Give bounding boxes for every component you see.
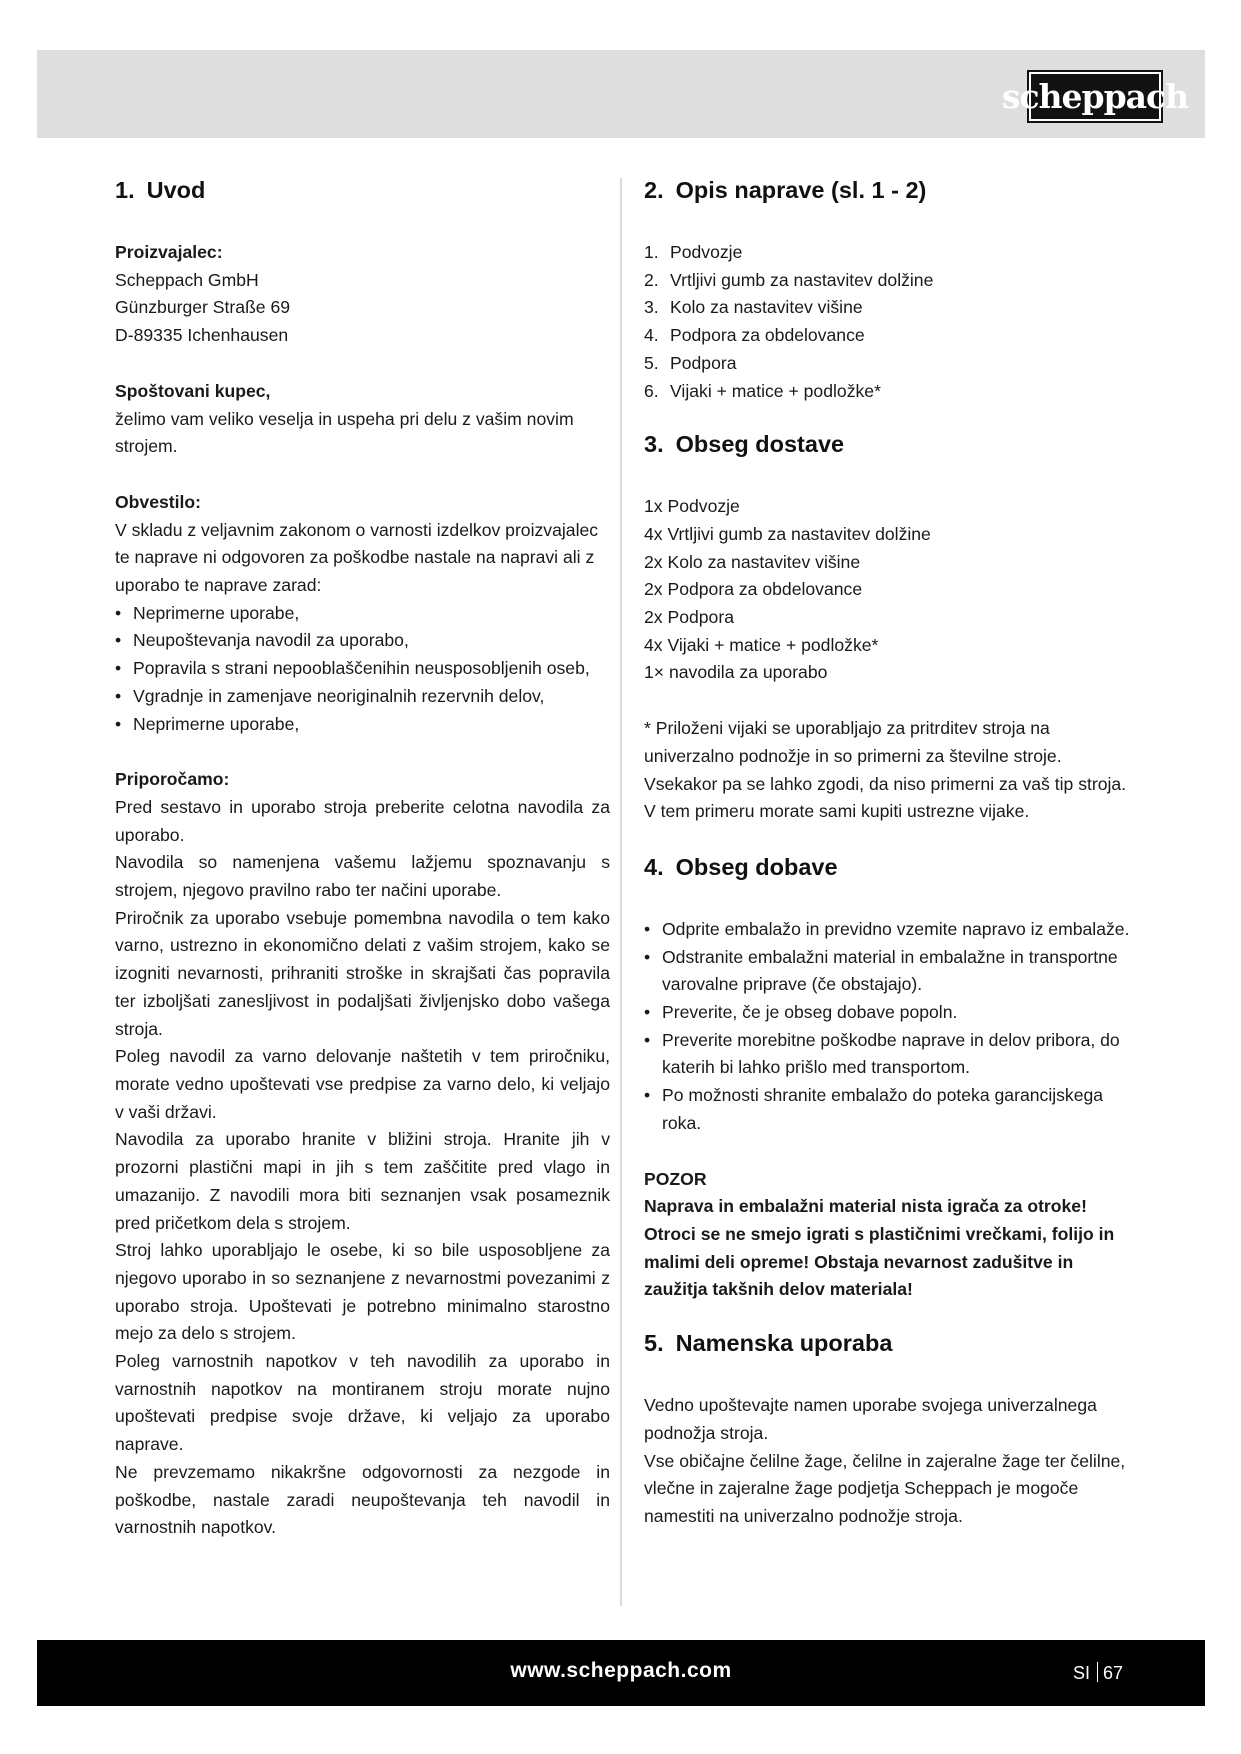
list-item: • Neprimerne uporabe,	[115, 711, 610, 739]
manufacturer-line: Scheppach GmbH	[115, 269, 259, 290]
list-item: 1x Podvozje	[644, 496, 740, 517]
recommend-paragraph: Priročnik za uporabo vsebuje pomembna navodila o tem kako varno, ustrezno in ekonomično delati z vašim strojem, kako se izogniti nevarnosti, prihraniti stroške in skrajšati čas popravila ter izboljšati zanesljivost in podaljšati življenjsko dobo vašega stroja.	[115, 907, 610, 1039]
website-link[interactable]: www.scheppach.com	[510, 1659, 732, 1682]
recommend-paragraph: Ne prevzemamo nikakršne odgovornosti za nezgode in poškodbe, nastale zaradi neupoštevanja teh navodil in varnostnih napotkov.	[115, 1461, 610, 1538]
list-item: 4x Vijaki + matice + podložke*	[644, 634, 879, 655]
customer-block	[115, 378, 610, 461]
recommend-paragraph: Stroj lahko uporabljajo le osebe, ki so bile usposobljene za njegovo uporabo in so seznanjene z nevarnostmi povezanimi z uporabo stroja. Upoštevati je potrebno minimalno starostno mejo za delo s strojem.	[115, 1240, 610, 1344]
list-item: 1. Podvozje	[644, 242, 743, 262]
list-item: • Odprite embalažo in previdno vzemite napravo iz embalaže.	[644, 916, 1132, 944]
footer-bar	[37, 1640, 1205, 1706]
recommend-block	[115, 766, 610, 1542]
right-column	[644, 175, 1132, 1531]
section-3-heading: 3. Obseg dostave	[644, 431, 845, 458]
list-item: 4x Vrtljivi gumb za nastavitev dolžine	[644, 523, 931, 544]
page-number	[1073, 1662, 1123, 1684]
page-number-value: 67	[1102, 1663, 1123, 1683]
list-item: • Neupoštevanja navodil za uporabo,	[115, 627, 610, 655]
list-item: 3. Kolo za nastavitev višine	[644, 297, 863, 318]
recommend-label: Priporočamo:	[115, 769, 230, 790]
section-1-heading: 1. Uvod	[115, 177, 206, 203]
scheppach-logo: scheppach	[1027, 70, 1163, 123]
warning-block	[644, 1166, 1132, 1305]
column-divider	[620, 178, 622, 1606]
notice-text: V skladu z veljavnim zakonom o varnosti izdelkov proizvajalec te naprave ni odgovoren za poškodbe nastale na napravi ali z uporabo te naprave zarad:	[115, 519, 599, 596]
section-5-heading: 5. Namenska uporaba	[644, 1330, 893, 1357]
warning-text: Naprava in embalažni material nista igrača za otroke! Otroci se ne smejo igrati s plastičnimi vrečkami, folijo in malimi deli opreme! Obstaja nevarnost zadušitve in zaužitja takšnih delov materiala!	[644, 1196, 1115, 1300]
list-item: 2x Kolo za nastavitev višine	[644, 551, 861, 572]
left-column	[115, 175, 610, 1542]
manufacturer-line: Günzburger Straße 69	[115, 297, 291, 318]
intended-use-paragraph: Vse običajne čelilne žage, čelilne in zajeralne žage ter čelilne, vlečne in zajeralne žage podjetja Scheppach je mogoče namestiti na univerzalno podnožje stroja.	[644, 1450, 1126, 1526]
parts-list	[644, 239, 1132, 405]
list-item: 2. Vrtljivi gumb za nastavitev dolžine	[644, 269, 934, 290]
list-item: • Preverite, če je obseg dobave popoln.	[644, 999, 1132, 1027]
list-item: 4. Podpora za obdelovance	[644, 325, 865, 346]
list-item: 6. Vijaki + matice + podložke*	[644, 380, 881, 401]
notice-block	[115, 489, 610, 738]
header-band	[37, 50, 1205, 138]
warning-label: POZOR	[644, 1168, 707, 1189]
customer-text: želimo vam veliko veselja in uspeha pri delu z vašim novim strojem.	[115, 408, 574, 457]
section-2-heading: 2. Opis naprave (sl. 1 - 2)	[644, 177, 927, 203]
list-item: • Po možnosti shranite embalažo do poteka garancijskega roka.	[644, 1082, 1132, 1137]
list-item: • Vgradnje in zamenjave neoriginalnih rezervnih delov,	[115, 683, 610, 711]
notice-label: Obvestilo:	[115, 491, 202, 512]
intended-use-paragraph: Vedno upoštevajte namen uporabe svojega univerzalnega podnožja stroja.	[644, 1395, 1097, 1443]
list-item: 2x Podpora za obdelovance	[644, 579, 863, 600]
list-item: • Odstranite embalažni material in embalažne in transportne varovalne priprave (če obstajajo).	[644, 944, 1132, 999]
list-item: 2x Podpora	[644, 607, 734, 628]
list-item: 1× navodila za uporabo	[644, 662, 828, 683]
intended-use-block	[644, 1392, 1132, 1531]
list-item: 5. Podpora	[644, 352, 737, 373]
recommend-paragraph: Poleg varnostnih napotkov v teh navodilih za uporabo in varnostnih napotkov na montiranem stroju morate nujno upoštevati predpise svoje države, ki veljajo za uporabo naprave.	[115, 1351, 610, 1455]
screws-note: * Priloženi vijaki se uporabljajo za pritrditev stroja na univerzalno podnožje in so primerni za številne stroje. Vsekakor pa se lahko zgodi, da niso primerni za vaš tip stroja. V tem primeru morate sami kupiti ustrezne vijake.	[644, 718, 1127, 822]
language-code: SI	[1072, 1663, 1090, 1683]
list-item: • Neprimerne uporabe,	[115, 600, 610, 628]
recommend-paragraph: Poleg navodil za varno delovanje naštetih v tem priročniku, morate vedno upoštevati vse predpise za varno delo, ki veljajo v vaši državi.	[115, 1046, 610, 1122]
manufacturer-line: D-89335 Ichenhausen	[115, 325, 289, 346]
recommend-paragraph: Navodila so namenjena vašemu lažjemu spoznavanju s strojem, njegovo pravilno rabo ter načini uporabe.	[115, 852, 610, 901]
list-item: • Preverite morebitne poškodbe naprave in delov pribora, do katerih bi lahko prišlo med transportom.	[644, 1027, 1132, 1082]
recommend-paragraph: Pred sestavo in uporabo stroja preberite celotna navodila za uporabo.	[115, 796, 610, 845]
manufacturer-label: Proizvajalec:	[115, 242, 223, 262]
notice-list	[115, 600, 610, 739]
customer-label: Spoštovani kupec,	[115, 380, 271, 401]
section-4-heading: 4. Obseg dobave	[644, 853, 838, 880]
unpacking-list	[644, 916, 1132, 1138]
manufacturer-block	[115, 239, 610, 350]
recommend-paragraph: Navodila za uporabo hranite v bližini stroja. Hranite jih v prozorni plastični mapi in jih s tem zaščitite pred vlago in umazanijo. Z navodili mora biti seznanjen vsak posameznik pred pričetkom dela s strojem.	[115, 1129, 610, 1233]
delivery-list	[644, 493, 1132, 687]
list-item: • Popravila s strani nepooblaščenihin neusposobljenih oseb,	[115, 655, 610, 683]
